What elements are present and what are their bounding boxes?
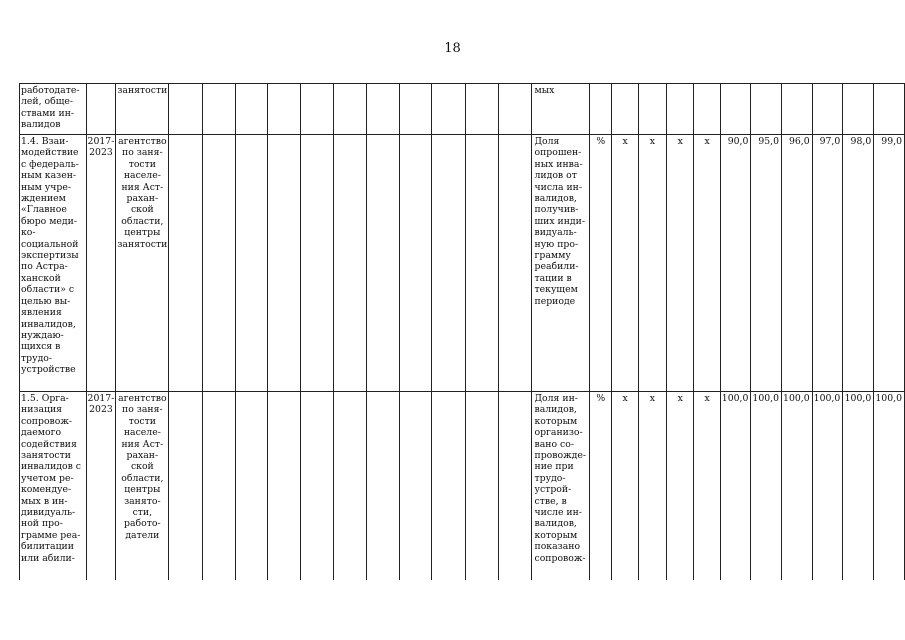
- value-cell: 95,0: [751, 135, 782, 392]
- funding-cell: [499, 135, 531, 392]
- funding-cell: [202, 392, 235, 581]
- value-cell: 97,0: [812, 135, 843, 392]
- value-cell: 96,0: [782, 135, 813, 392]
- mark-cell: x: [694, 135, 720, 392]
- activity-cell: 1.5. Орга- низация сопровож- даемого содействия занятости инвалидов с учетом ре- комендуе- мых в ин- дивидуаль- ной про- грамме реа- билитации или абили-: [20, 392, 87, 581]
- value-cell: 99,0: [874, 135, 905, 392]
- funding-cell: [499, 84, 531, 135]
- program-activities-table: [19, 83, 905, 580]
- funding-cell: [236, 84, 268, 135]
- mark-cell: x: [638, 392, 666, 581]
- funding-cell: [268, 84, 300, 135]
- funding-cell: [399, 392, 431, 581]
- funding-cell: [268, 392, 300, 581]
- funding-cell: [465, 392, 498, 581]
- executor-cell: занятости: [116, 84, 169, 135]
- funding-cell: [334, 135, 366, 392]
- funding-cell: [366, 135, 399, 392]
- executor-cell: агентство по заня- тости населе- ния Аст- рахан- ской области, центры занятости: [116, 135, 169, 392]
- value-cell: [874, 84, 905, 135]
- funding-cell: [366, 84, 399, 135]
- mark-cell: [638, 84, 666, 135]
- years-cell: [86, 84, 116, 135]
- funding-cell: [399, 84, 431, 135]
- mark-cell: x: [667, 135, 694, 392]
- funding-cell: [300, 135, 333, 392]
- value-cell: 100,0: [874, 392, 905, 581]
- funding-cell: [432, 135, 465, 392]
- funding-cell: [334, 84, 366, 135]
- value-cell: 100,0: [812, 392, 843, 581]
- funding-cell: [334, 392, 366, 581]
- value-cell: [720, 84, 751, 135]
- value-cell: 100,0: [843, 392, 874, 581]
- funding-cell: [236, 135, 268, 392]
- unit-cell: %: [590, 135, 612, 392]
- value-cell: [812, 84, 843, 135]
- funding-cell: [300, 392, 333, 581]
- funding-cell: [268, 135, 300, 392]
- funding-cell: [465, 135, 498, 392]
- funding-cell: [169, 392, 202, 581]
- page-number: 18: [444, 41, 461, 56]
- years-cell: 2017- 2023: [86, 135, 116, 392]
- table-row: [20, 84, 905, 135]
- indicator-cell: Доля ин- валидов, которым организо- вано со- провожде- ние при трудо- устрой- стве, в числе ин- валидов, которым показано сопровож-: [531, 392, 590, 581]
- funding-cell: [366, 392, 399, 581]
- unit-cell: [590, 84, 612, 135]
- indicator-cell: Доля опрошен- ных инва- лидов от числа ин- валидов, получив- ших инди- видуаль- ную про- грамму реабили- тации в текущем периоде: [531, 135, 590, 392]
- funding-cell: [432, 392, 465, 581]
- mark-cell: x: [694, 392, 720, 581]
- value-cell: 98,0: [843, 135, 874, 392]
- funding-cell: [499, 392, 531, 581]
- executor-cell: агентство по заня- тости населе- ния Аст- рахан- ской области, центры занято- сти, работо- датели: [116, 392, 169, 581]
- mark-cell: x: [667, 392, 694, 581]
- mark-cell: x: [612, 135, 638, 392]
- funding-cell: [300, 84, 333, 135]
- value-cell: [782, 84, 813, 135]
- mark-cell: x: [612, 392, 638, 581]
- table-row: [20, 135, 905, 392]
- funding-cell: [236, 392, 268, 581]
- funding-cell: [169, 84, 202, 135]
- unit-cell: %: [590, 392, 612, 581]
- activity-cell: 1.4. Взаи- модействие с федераль- ным казен- ным учре- ждением «Главное бюро меди- ко- социальной экспертизы по Астра- ханской области» с целью вы- явления инвалидов, нуждаю- щихся в трудо- устройстве: [20, 135, 87, 392]
- mark-cell: [667, 84, 694, 135]
- mark-cell: [694, 84, 720, 135]
- funding-cell: [432, 84, 465, 135]
- funding-cell: [202, 84, 235, 135]
- mark-cell: x: [638, 135, 666, 392]
- indicator-cell: мых: [531, 84, 590, 135]
- funding-cell: [169, 135, 202, 392]
- value-cell: 100,0: [782, 392, 813, 581]
- mark-cell: [612, 84, 638, 135]
- table-row: [20, 392, 905, 581]
- activity-cell: работодате- лей, обще- ствами ин- валидов: [20, 84, 87, 135]
- value-cell: [843, 84, 874, 135]
- funding-cell: [399, 135, 431, 392]
- funding-cell: [202, 135, 235, 392]
- value-cell: 100,0: [751, 392, 782, 581]
- value-cell: [751, 84, 782, 135]
- value-cell: 100,0: [720, 392, 751, 581]
- value-cell: 90,0: [720, 135, 751, 392]
- funding-cell: [465, 84, 498, 135]
- years-cell: 2017- 2023: [86, 392, 116, 581]
